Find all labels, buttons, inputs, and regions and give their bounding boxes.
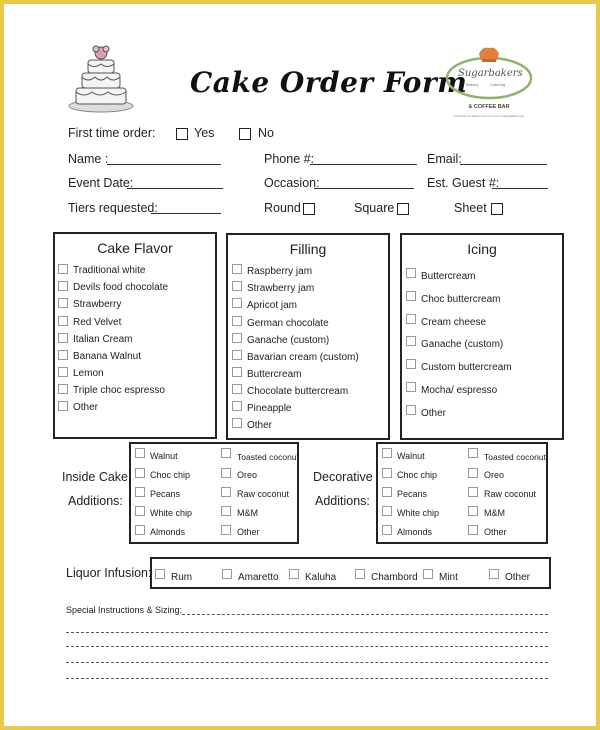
flavor-checkbox[interactable] xyxy=(58,350,68,360)
filling-checkbox[interactable] xyxy=(232,281,242,291)
event-date-label: Event Date: xyxy=(68,176,134,190)
filling-box xyxy=(226,233,390,440)
filling-title: Filling xyxy=(289,241,327,257)
icing-checkbox[interactable] xyxy=(406,268,416,278)
inside-addition-option: Pecans xyxy=(150,489,181,499)
liquor-checkbox[interactable] xyxy=(289,569,299,579)
liquor-checkbox[interactable] xyxy=(155,569,165,579)
liquor-checkbox[interactable] xyxy=(423,569,433,579)
inside-addition-option: Raw coconut xyxy=(237,489,290,499)
liquor-option: Chambord xyxy=(371,572,418,583)
inside-addition-option: Almonds xyxy=(150,527,186,537)
phone-field[interactable] xyxy=(310,164,417,165)
logo-tagline: & COFFEE BAR xyxy=(468,104,510,110)
filling-option: Raspberry jam xyxy=(247,266,313,277)
liquor-option: Other xyxy=(505,572,531,583)
filling-checkbox[interactable] xyxy=(232,264,242,274)
square-checkbox[interactable] xyxy=(397,203,409,215)
liquor-checkbox[interactable] xyxy=(355,569,365,579)
name-field[interactable] xyxy=(107,164,221,165)
special-instructions-line[interactable] xyxy=(66,632,548,633)
liquor-checkbox[interactable] xyxy=(222,569,232,579)
inside-addition-checkbox[interactable] xyxy=(221,448,231,458)
liquor-box xyxy=(150,557,551,589)
inside-addition-option: Choc chip xyxy=(150,470,191,480)
decorative-addition-option: Almonds xyxy=(397,527,433,537)
icing-option: Custom buttercream xyxy=(421,362,512,373)
special-instructions-label: Special Instructions & Sizing: xyxy=(66,605,183,615)
cake-illustration-icon xyxy=(66,40,136,116)
decorative-addition-checkbox[interactable] xyxy=(382,525,392,535)
special-instructions-line[interactable] xyxy=(66,646,548,647)
phone-label: Phone #: xyxy=(264,152,315,166)
cake-flavor-title: Cake Flavor xyxy=(97,240,173,256)
first-time-label: First time order: xyxy=(68,126,156,140)
inside-additions-label-1: Inside Cake xyxy=(62,470,129,484)
first-time-no-label: No xyxy=(258,126,274,140)
decorative-addition-checkbox[interactable] xyxy=(468,487,478,497)
inside-additions-label-2: Additions: xyxy=(68,494,123,508)
icing-option: Buttercream xyxy=(421,271,476,282)
filling-checkbox[interactable] xyxy=(232,298,242,308)
flavor-checkbox[interactable] xyxy=(58,367,68,377)
filling-option: Pineapple xyxy=(247,403,292,414)
icing-option: Cream cheese xyxy=(421,317,487,328)
flavor-checkbox[interactable] xyxy=(58,401,68,411)
filling-checkbox[interactable] xyxy=(232,333,242,343)
flavor-option: Other xyxy=(73,402,99,413)
liquor-option: Mint xyxy=(439,572,458,583)
inside-addition-checkbox[interactable] xyxy=(135,468,145,478)
tiers-field[interactable] xyxy=(151,213,221,214)
liquor-option: Amaretto xyxy=(238,572,279,583)
liquor-option: Kaluha xyxy=(305,572,337,583)
decorative-addition-option: Pecans xyxy=(397,489,428,499)
first-time-yes-label: Yes xyxy=(194,126,215,140)
flavor-checkbox[interactable] xyxy=(58,384,68,394)
icing-checkbox[interactable] xyxy=(406,359,416,369)
guests-field[interactable] xyxy=(492,188,548,189)
decorative-addition-option: Toasted coconut xyxy=(484,452,546,462)
filling-checkbox[interactable] xyxy=(232,316,242,326)
sheet-label: Sheet xyxy=(454,201,487,215)
filling-checkbox[interactable] xyxy=(232,418,242,428)
flavor-checkbox[interactable] xyxy=(58,281,68,291)
round-checkbox[interactable] xyxy=(303,203,315,215)
occasion-field[interactable] xyxy=(314,188,414,189)
icing-title: Icing xyxy=(467,241,497,257)
occasion-label: Occasion: xyxy=(264,176,320,190)
flavor-option: Traditional white xyxy=(73,265,146,276)
filling-option: Apricot jam xyxy=(247,300,298,311)
liquor-option: Rum xyxy=(171,572,193,583)
inside-addition-checkbox[interactable] xyxy=(221,506,231,516)
decorative-addition-option: Oreo xyxy=(484,470,505,480)
filling-checkbox[interactable] xyxy=(232,384,242,394)
decorative-addition-checkbox[interactable] xyxy=(382,448,392,458)
icing-option: Choc buttercream xyxy=(421,294,501,305)
icing-checkbox[interactable] xyxy=(406,336,416,346)
bakery-logo xyxy=(444,44,534,122)
decorative-addition-option: Raw coconut xyxy=(484,489,537,499)
icing-option: Mocha/ espresso xyxy=(421,385,498,396)
icing-option: Other xyxy=(421,408,447,419)
decorative-addition-option: M&M xyxy=(484,508,505,518)
tiers-label: Tiers requested: xyxy=(68,201,158,215)
decorative-additions-box xyxy=(376,442,548,544)
flavor-option: Italian Cream xyxy=(73,334,133,345)
flavor-option: Lemon xyxy=(73,368,104,379)
inside-addition-option: Other xyxy=(237,527,260,537)
icing-checkbox[interactable] xyxy=(406,405,416,415)
flavor-option: Strawberry xyxy=(73,299,122,310)
inside-addition-checkbox[interactable] xyxy=(135,525,145,535)
guests-label: Est. Guest #: xyxy=(427,176,500,190)
decorative-addition-checkbox[interactable] xyxy=(468,525,478,535)
liquor-checkbox[interactable] xyxy=(489,569,499,579)
inside-additions-box xyxy=(129,442,299,544)
filling-checkbox[interactable] xyxy=(232,401,242,411)
flavor-option: Red Velvet xyxy=(73,317,122,328)
filling-option: Other xyxy=(247,420,273,431)
logo-sub2: Catering xyxy=(490,82,506,87)
inside-addition-option: M&M xyxy=(237,508,258,518)
square-label: Square xyxy=(354,201,395,215)
decorative-addition-checkbox[interactable] xyxy=(382,468,392,478)
inside-addition-checkbox[interactable] xyxy=(221,525,231,535)
special-instructions-line[interactable] xyxy=(66,678,548,679)
flavor-checkbox[interactable] xyxy=(58,264,68,274)
email-field[interactable] xyxy=(460,164,547,165)
inside-addition-option: White chip xyxy=(150,508,193,518)
filling-option: German chocolate xyxy=(247,318,329,329)
special-instructions-line[interactable] xyxy=(66,662,548,663)
round-label: Round xyxy=(264,201,301,215)
decorative-additions-label-2: Additions: xyxy=(315,494,370,508)
flavor-option: Devils food chocolate xyxy=(73,282,169,293)
filling-option: Bavarian cream (custom) xyxy=(247,352,359,363)
sheet-checkbox[interactable] xyxy=(491,203,503,215)
first-time-no-checkbox[interactable] xyxy=(239,128,251,140)
inside-addition-checkbox[interactable] xyxy=(221,468,231,478)
filling-option: Strawberry jam xyxy=(247,283,315,294)
decorative-addition-option: Choc chip xyxy=(397,470,438,480)
event-date-field[interactable] xyxy=(127,188,223,189)
inside-addition-checkbox[interactable] xyxy=(221,487,231,497)
filling-option: Buttercream xyxy=(247,369,302,380)
logo-contact: xxx Some St. Road | xxx-xxx-xxxx | sugarbakers.com xyxy=(453,114,525,118)
email-label: Email: xyxy=(427,152,462,166)
filling-option: Ganache (custom) xyxy=(247,335,330,346)
flavor-checkbox[interactable] xyxy=(58,298,68,308)
filling-checkbox[interactable] xyxy=(232,367,242,377)
inside-addition-checkbox[interactable] xyxy=(135,487,145,497)
decorative-addition-checkbox[interactable] xyxy=(468,506,478,516)
flavor-option: Triple choc espresso xyxy=(73,385,165,396)
inside-addition-option: Toasted coconut xyxy=(237,452,299,462)
logo-name: Sugarbakers xyxy=(458,68,523,79)
inside-addition-option: Walnut xyxy=(150,451,178,461)
logo-sub1: Bakery xyxy=(466,82,479,87)
inside-addition-option: Oreo xyxy=(237,470,258,480)
icing-checkbox[interactable] xyxy=(406,382,416,392)
first-time-yes-checkbox[interactable] xyxy=(176,128,188,140)
decorative-addition-checkbox[interactable] xyxy=(382,487,392,497)
page-title: Cake Order Form xyxy=(190,66,468,99)
decorative-addition-checkbox[interactable] xyxy=(468,468,478,478)
inside-addition-checkbox[interactable] xyxy=(135,506,145,516)
name-label: Name : xyxy=(68,152,109,166)
flavor-checkbox[interactable] xyxy=(58,333,68,343)
special-instructions-line[interactable] xyxy=(182,614,548,615)
inside-addition-checkbox[interactable] xyxy=(135,448,145,458)
decorative-addition-option: White chip xyxy=(397,508,440,518)
icing-box xyxy=(400,233,564,440)
filling-checkbox[interactable] xyxy=(232,350,242,360)
icing-option: Ganache (custom) xyxy=(421,339,504,350)
decorative-additions-label-1: Decorative xyxy=(313,470,373,484)
decorative-addition-checkbox[interactable] xyxy=(382,506,392,516)
icing-checkbox[interactable] xyxy=(406,291,416,301)
decorative-addition-option: Walnut xyxy=(397,451,425,461)
liquor-label: Liquor Infusion: xyxy=(66,566,152,580)
decorative-addition-option: Other xyxy=(484,527,507,537)
flavor-checkbox[interactable] xyxy=(58,316,68,326)
flavor-option: Banana Walnut xyxy=(73,351,142,362)
decorative-addition-checkbox[interactable] xyxy=(468,448,478,458)
filling-option: Chocolate buttercream xyxy=(247,386,349,397)
icing-checkbox[interactable] xyxy=(406,314,416,324)
cake-flavor-box xyxy=(53,232,217,439)
